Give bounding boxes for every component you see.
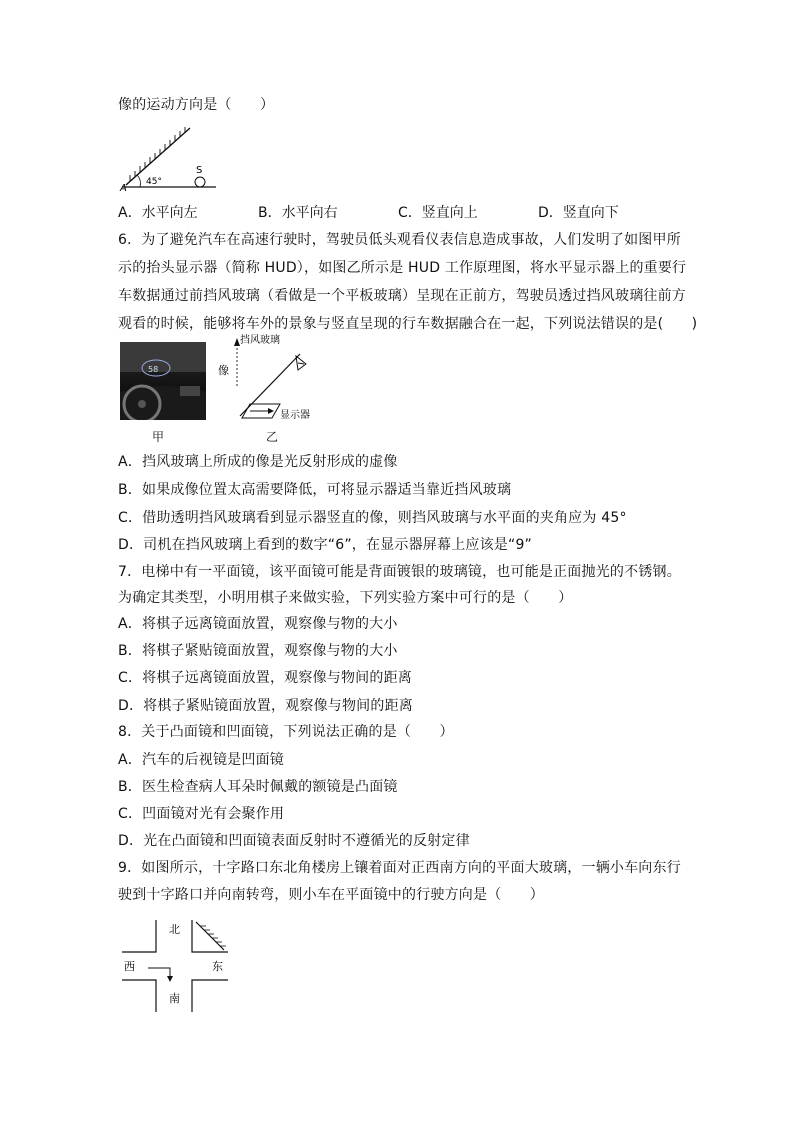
hud-photo-steering-hub xyxy=(138,400,146,408)
q7-option-a: A．将棋子远离镜面放置，观察像与物的大小 xyxy=(118,616,398,632)
q8-option-c: C．凹面镜对光有会聚作用 xyxy=(118,806,285,822)
q9-stem-line-2: 驶到十字路口并向南转弯，则小车在平面镜中的行驶方向是（ ） xyxy=(118,887,544,903)
q5-option-b: B．水平向右 xyxy=(258,205,338,221)
hud-photo-sky xyxy=(120,342,206,372)
car-path-arrow xyxy=(148,968,170,978)
display-arrow xyxy=(268,408,274,414)
hud-photo-speed: 58 xyxy=(148,365,159,374)
hud-principle-diagram xyxy=(214,334,324,432)
q6-option-d: D．司机在挡风玻璃上看到的数字“6”，在显示器屏幕上应该是“9” xyxy=(118,537,533,553)
q6-caption-yi: 乙 xyxy=(266,430,279,444)
q9-crossroad-figure xyxy=(120,918,232,1014)
q7-option-d: D．将棋子紧贴镜面放置，观察像与物间的距离 xyxy=(118,698,413,714)
q6-caption-jia: 甲 xyxy=(152,430,165,444)
eye-icon xyxy=(296,356,306,370)
q5-label-s: S xyxy=(196,165,203,176)
q8-stem: 8．关于凸面镜和凹面镜，下列说法正确的是（ ） xyxy=(118,724,454,740)
q8-option-b: B．医生检查病人耳朵时佩戴的额镜是凸面镜 xyxy=(118,779,398,795)
q7-option-c: C．将棋子远离镜面放置，观察像与物间的距离 xyxy=(118,670,412,686)
q6-stem-line-4: 观看的时候，能够将车外的景象与竖直呈现的行车数据融合在一起，下列说法错误的是( ) xyxy=(118,316,698,332)
q7-stem-line-1: 7．电梯中有一平面镜，该平面镜可能是背面镀银的玻璃镜，也可能是正面抛光的不锈钢。 xyxy=(118,564,681,580)
q5-mirror-hatching xyxy=(130,127,185,181)
label-west: 西 xyxy=(124,960,135,973)
q6-stem-line-1: 6．为了避免汽车在高速行驶时，驾驶员低头观看仪表信息造成事故，人们发明了如图甲所 xyxy=(118,232,681,248)
q5-stem-tail: 像的运动方向是（ ） xyxy=(118,97,275,113)
road-edge-nw xyxy=(122,920,156,952)
q5-angle-arc xyxy=(137,175,141,187)
q5-point-s-circle xyxy=(195,177,205,187)
hud-photo-screen xyxy=(180,386,200,396)
q8-option-a: A．汽车的后视镜是凹面镜 xyxy=(118,752,284,768)
label-windshield: 挡风玻璃 xyxy=(240,335,280,346)
q9-stem-line-1: 9．如图所示，十字路口东北角楼房上镶着面对正西南方向的平面大玻璃，一辆小车向东行 xyxy=(118,860,681,876)
q5-label-a: A xyxy=(120,183,127,192)
label-east: 东 xyxy=(212,960,223,973)
q5-label-angle: 45° xyxy=(146,177,162,187)
label-display: 显示器 xyxy=(280,410,310,421)
q6-stem-line-3: 车数据通过前挡风玻璃（看做是一个平板玻璃）呈现在正前方，驾驶员透过挡风玻璃往前方 xyxy=(118,288,686,304)
label-image: 像 xyxy=(218,364,229,377)
q5-option-c: C．竖直向上 xyxy=(398,205,478,221)
road-edge-se xyxy=(192,980,228,1012)
road-edge-sw xyxy=(122,980,156,1012)
q6-option-a: A．挡风玻璃上所成的像是光反射形成的虚像 xyxy=(118,454,398,470)
q5-option-a: A．水平向左 xyxy=(118,205,198,221)
q7-option-b: B．将棋子紧贴镜面放置，观察像与物的大小 xyxy=(118,643,398,659)
label-north: 北 xyxy=(169,923,180,936)
hud-photo xyxy=(120,342,206,420)
q6-stem-line-2: 示的抬头显示器（简称 HUD），如图乙所示是 HUD 工作原理图，将水平显示器上的重要行 xyxy=(118,260,687,276)
mirror-glass-hatching xyxy=(200,926,226,946)
q7-stem-line-2: 为确定其类型，小明用棋子来做实验，下列实验方案中可行的是（ ） xyxy=(118,590,573,606)
car-arrowhead xyxy=(167,976,173,982)
label-south: 南 xyxy=(169,992,180,1005)
q8-option-d: D．光在凸面镜和凹面镜表面反射时不遵循光的反射定律 xyxy=(118,833,470,849)
q6-option-b: B．如果成像位置太高需要降低，可将显示器适当靠近挡风玻璃 xyxy=(118,482,512,498)
q5-mirror-figure xyxy=(118,122,218,192)
q5-option-d: D．竖直向下 xyxy=(538,205,619,221)
q6-option-c: C．借助透明挡风玻璃看到显示器竖直的像，则挡风玻璃与水平面的夹角应为 45° xyxy=(118,510,627,526)
